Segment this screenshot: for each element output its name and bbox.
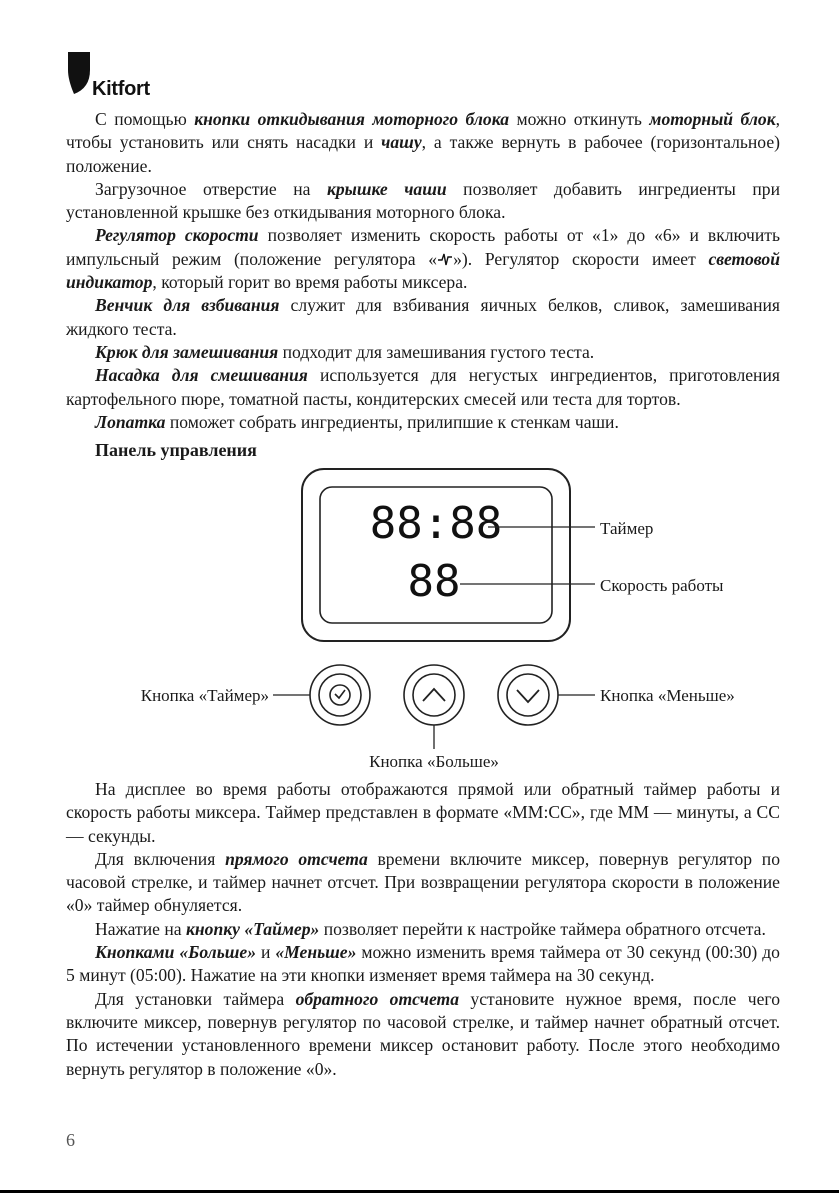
paragraph — [66, 988, 780, 1081]
display-timer-digits: 88:88 — [369, 498, 503, 549]
paragraph — [66, 108, 780, 178]
highlighted-term: Кнопками «Больше» — [95, 942, 257, 963]
chevron-down-icon — [517, 690, 539, 702]
paragraph-text: позволяет изменить скорость работы от «1» до «6» и включить импульсный режим (положение регулятора « — [66, 225, 780, 269]
chevron-up-icon — [423, 689, 445, 701]
more-button — [404, 665, 464, 725]
brand-name: Kitfort — [92, 78, 150, 100]
paragraph-text: можно откинуть — [509, 109, 650, 129]
paragraph-text: используется для негустых ингредиентов, приготовления картофельного пюре, томатной пасты, кондитерских смесей или теста для тортов. — [66, 365, 780, 409]
paragraph — [66, 178, 780, 225]
paragraph-text: поможет собрать ингредиенты, прилипшие к стенкам чаши. — [165, 411, 619, 432]
highlighted-term: чашу — [381, 132, 422, 153]
label-timer-button: Кнопка «Таймер» — [140, 686, 269, 705]
kitfort-logo-mark-icon — [66, 50, 92, 94]
highlighted-term: «Меньше» — [275, 942, 357, 963]
brand-logo — [66, 50, 196, 104]
highlighted-term: Насадка для смешивания — [95, 365, 308, 386]
highlighted-term: крышке чаши — [326, 178, 447, 199]
paragraph-text: позволяет перейти к настройке таймера обратного отсчета. — [319, 918, 766, 939]
paragraph-text: подходит для замешивания густого теста. — [278, 341, 595, 362]
label-speed: Скорость работы — [600, 576, 724, 595]
paragraph-text: »). Регулятор скорости имеет — [453, 248, 709, 269]
paragraph — [66, 778, 780, 848]
section-title: Панель управления — [95, 440, 257, 460]
paragraph — [66, 294, 780, 341]
paragraph-text: можно изменить время таймера от 30 секунд (00:30) до 5 минут (05:00). Нажатие на эти кнопки изменяет время таймера на 30 секунд. — [66, 942, 780, 986]
paragraph — [66, 411, 780, 434]
display-speed-digits: 88 — [407, 556, 461, 607]
paragraph-text: и — [256, 942, 276, 963]
paragraph-text: Для установки таймера — [95, 988, 296, 1009]
label-more-button: Кнопка «Больше» — [369, 752, 499, 771]
clock-icon — [330, 685, 350, 705]
paragraph-text: Загрузочное отверстие на — [95, 178, 327, 199]
description-text — [66, 778, 780, 1081]
paragraph-text: времени включите миксер, повернув регулятор по часовой стрелке, и таймер начнет отсчет. При возвращении регулятора скорости в положение «0» таймер обнуляется. — [66, 848, 781, 916]
paragraph — [66, 341, 780, 364]
highlighted-term: Венчик для взбивания — [95, 295, 280, 316]
highlighted-term: Крюк для замешивания — [95, 341, 279, 362]
paragraph-text: Для включения — [95, 848, 226, 869]
less-button — [498, 665, 558, 725]
paragraph — [66, 848, 780, 918]
highlighted-term: моторный блок — [649, 109, 776, 129]
paragraph-text: , который горит во время работы миксера. — [152, 272, 468, 293]
page-number: 6 — [66, 1130, 75, 1150]
display-outer-frame — [302, 469, 570, 641]
paragraph — [66, 364, 780, 411]
highlighted-term: Регулятор скорости — [95, 225, 259, 246]
highlighted-term: Лопатка — [95, 411, 166, 432]
highlighted-term: кнопку «Таймер» — [185, 918, 320, 939]
paragraph-text: служит для взбивания яичных белков, сливок, замешивания жидкого теста. — [66, 295, 781, 339]
label-less-button: Кнопка «Меньше» — [600, 686, 735, 705]
paragraph — [66, 224, 780, 294]
highlighted-term: световой индикатор — [66, 248, 780, 293]
paragraph-text: установите нужное время, после чего включите миксер, повернув регулятор по часовой стрелке, и таймер начнет обратный отсчет. По истечении установленного времени миксер остановит работу. После этого необходимо вернуть регулятор в положение «0». — [66, 988, 780, 1079]
paragraph — [66, 941, 780, 988]
paragraph — [66, 918, 780, 941]
paragraph-text: С помощью — [95, 109, 195, 129]
intro-text — [66, 108, 780, 434]
timer-button — [310, 665, 370, 725]
paragraph-text: Нажатие на — [95, 918, 186, 939]
control-panel-diagram — [0, 465, 839, 785]
paragraph-text: На дисплее во время работы отображаются прямой или обратный таймер работы и скорость работы миксера. Таймер представлен в формате «ММ:СС», где ММ — минуты, а СС — секунды. — [66, 779, 780, 846]
paragraph-text: , а также вернуть в рабочее (горизонтальное) положение. — [66, 132, 780, 176]
pulse-mode-icon — [437, 251, 453, 267]
highlighted-term: кнопки откидывания моторного блока — [194, 109, 510, 129]
highlighted-term: прямого отсчета — [225, 848, 368, 869]
highlighted-term: обратного отсчета — [295, 988, 460, 1009]
paragraph-text: , чтобы установить или снять насадки и — [66, 109, 781, 153]
label-timer: Таймер — [600, 519, 654, 538]
paragraph-text: позволяет добавить ингредиенты при установленной крышке без откидывания моторного блока. — [66, 178, 780, 223]
